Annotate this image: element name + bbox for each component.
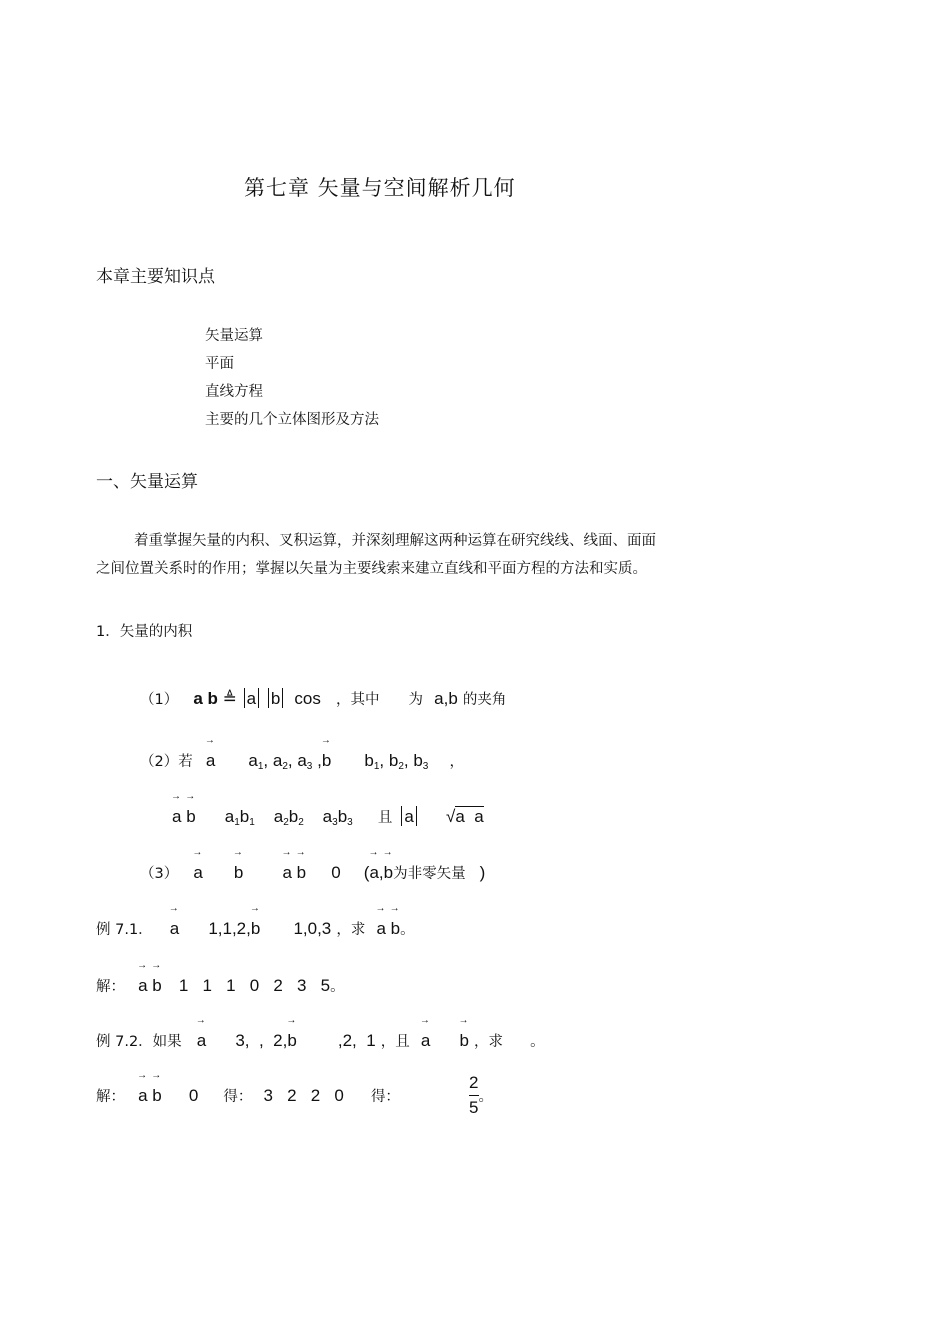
formula-2-row1 bbox=[140, 750, 464, 772]
formula-2-row2 bbox=[172, 806, 484, 828]
knowledge-item: 平面 bbox=[205, 356, 234, 372]
section-heading: 一、矢量运算 bbox=[96, 472, 198, 492]
knowledge-item: 矢量运算 bbox=[205, 328, 263, 344]
paragraph-line: 之间位置关系时的作用；掌握以矢量为主要线索来建立直线和平面方程的方法和实质。 bbox=[96, 561, 647, 577]
equation: 3 2 2 0 bbox=[263, 1085, 344, 1105]
nonzero-note: (→ a,→ b bbox=[364, 863, 393, 882]
de-text: 得： bbox=[223, 1089, 253, 1105]
fraction-denominator: 5 bbox=[469, 1098, 479, 1117]
solution-7-1 bbox=[96, 975, 345, 996]
dot-zero: → a → b bbox=[282, 863, 306, 882]
vector-a-value: 1,1,2 bbox=[208, 919, 247, 938]
dot-product: → a → b bbox=[138, 976, 162, 995]
formula-3: （3） → a → b → a → b 0 (→ a,→ b为非零矢量 ) bbox=[140, 862, 485, 883]
example-7-1: 例 7.1． → a 1,1,2,→ b 1,0,3 ，求 → a → b。 bbox=[96, 918, 415, 939]
knowledge-heading: 本章主要知识点 bbox=[96, 267, 215, 287]
knowledge-item: 直线方程 bbox=[205, 384, 263, 400]
fraction-numerator: 2 bbox=[469, 1073, 479, 1092]
formula-lhs: a b ≜ a b bbox=[193, 689, 285, 708]
chapter-title: 第七章 矢量与空间解析几何 bbox=[244, 176, 516, 200]
vector-a-value: 3, , 2 bbox=[235, 1031, 283, 1050]
formula-angle-text: 的夹角 bbox=[462, 692, 507, 708]
example-7-2: 例 7.2．如果 → a 3, , 2,→ b ,2, 1 ，且 → a → b ，求 。 bbox=[96, 1030, 545, 1051]
comma: ， bbox=[449, 754, 464, 770]
de-text: 得： bbox=[370, 1089, 400, 1105]
solution-7-2 bbox=[96, 1072, 493, 1119]
qie-text: 且 bbox=[377, 810, 393, 826]
qiu-text: ，求 bbox=[474, 1034, 503, 1050]
knowledge-item: 主要的几个立体图形及方法 bbox=[205, 412, 379, 428]
vector-b-value: ,2, 1 bbox=[337, 1031, 376, 1050]
vector-a: → a bbox=[170, 919, 179, 938]
vector-a-components: $a_1$, $a_2$, $a_3$ ,→ b bbox=[248, 751, 331, 770]
formula-wei: 为 bbox=[408, 692, 424, 708]
paragraph-line: 着重掌握矢量的内积、叉积运算，并深刻理解这两种运算在研究线线、线面、面面 bbox=[134, 533, 656, 549]
qiu-text: ，求 bbox=[336, 922, 366, 938]
formula-label: （2）若 bbox=[140, 754, 193, 770]
vector-a-def: → a bbox=[206, 751, 215, 770]
perp-a: → a bbox=[421, 1031, 430, 1050]
end-mark: 。 bbox=[530, 1034, 545, 1050]
nonzero-text: 为非零矢量 bbox=[393, 866, 466, 882]
vector-a: → a bbox=[197, 1031, 206, 1050]
dot-product: → a → b bbox=[172, 807, 196, 826]
formula-ab: a,b bbox=[434, 689, 458, 708]
example-label: 例 7.1． bbox=[96, 922, 153, 938]
vector-b-value: 1,0,3 bbox=[293, 919, 332, 938]
subsection-heading: 1．矢量的内积 bbox=[96, 624, 193, 640]
norm-a: a bbox=[399, 807, 418, 826]
perp-b: → b bbox=[459, 1031, 468, 1050]
formula-label: （1） bbox=[140, 692, 179, 708]
formula-where: ，其中 bbox=[335, 692, 380, 708]
solution-label: 解： bbox=[96, 979, 125, 995]
formula-1 bbox=[140, 688, 506, 709]
solution-values: 1 1 1 0 2 3 5 bbox=[178, 976, 331, 995]
qie-text: ，且 bbox=[380, 1034, 410, 1050]
sqrt-expr: √a a bbox=[445, 807, 484, 826]
vector-b-components: $b_1$, $b_2$, $b_3$ bbox=[364, 751, 429, 772]
perp-a: → a bbox=[193, 863, 202, 882]
solution-label: 解： bbox=[96, 1089, 125, 1105]
cos-text: cos bbox=[294, 689, 321, 708]
end-mark: 。 bbox=[400, 922, 415, 938]
zero-value: 0 bbox=[331, 863, 341, 882]
example-label: 例 7.2．如果 bbox=[96, 1034, 182, 1050]
formula-label: （3） bbox=[140, 866, 179, 882]
zero-value: 0 bbox=[188, 1085, 199, 1105]
end-mark: 。 bbox=[330, 979, 345, 995]
end-mark: 。 bbox=[478, 1089, 493, 1105]
dot-product-expansion: $a_1b_1$ $a_2b_2$ $a_3b_3$ bbox=[224, 807, 353, 828]
perp-b: → b bbox=[234, 863, 243, 882]
target-dot: → a → b bbox=[376, 919, 400, 938]
dot-product: → a → b bbox=[138, 1086, 162, 1105]
result-fraction bbox=[469, 1072, 478, 1119]
